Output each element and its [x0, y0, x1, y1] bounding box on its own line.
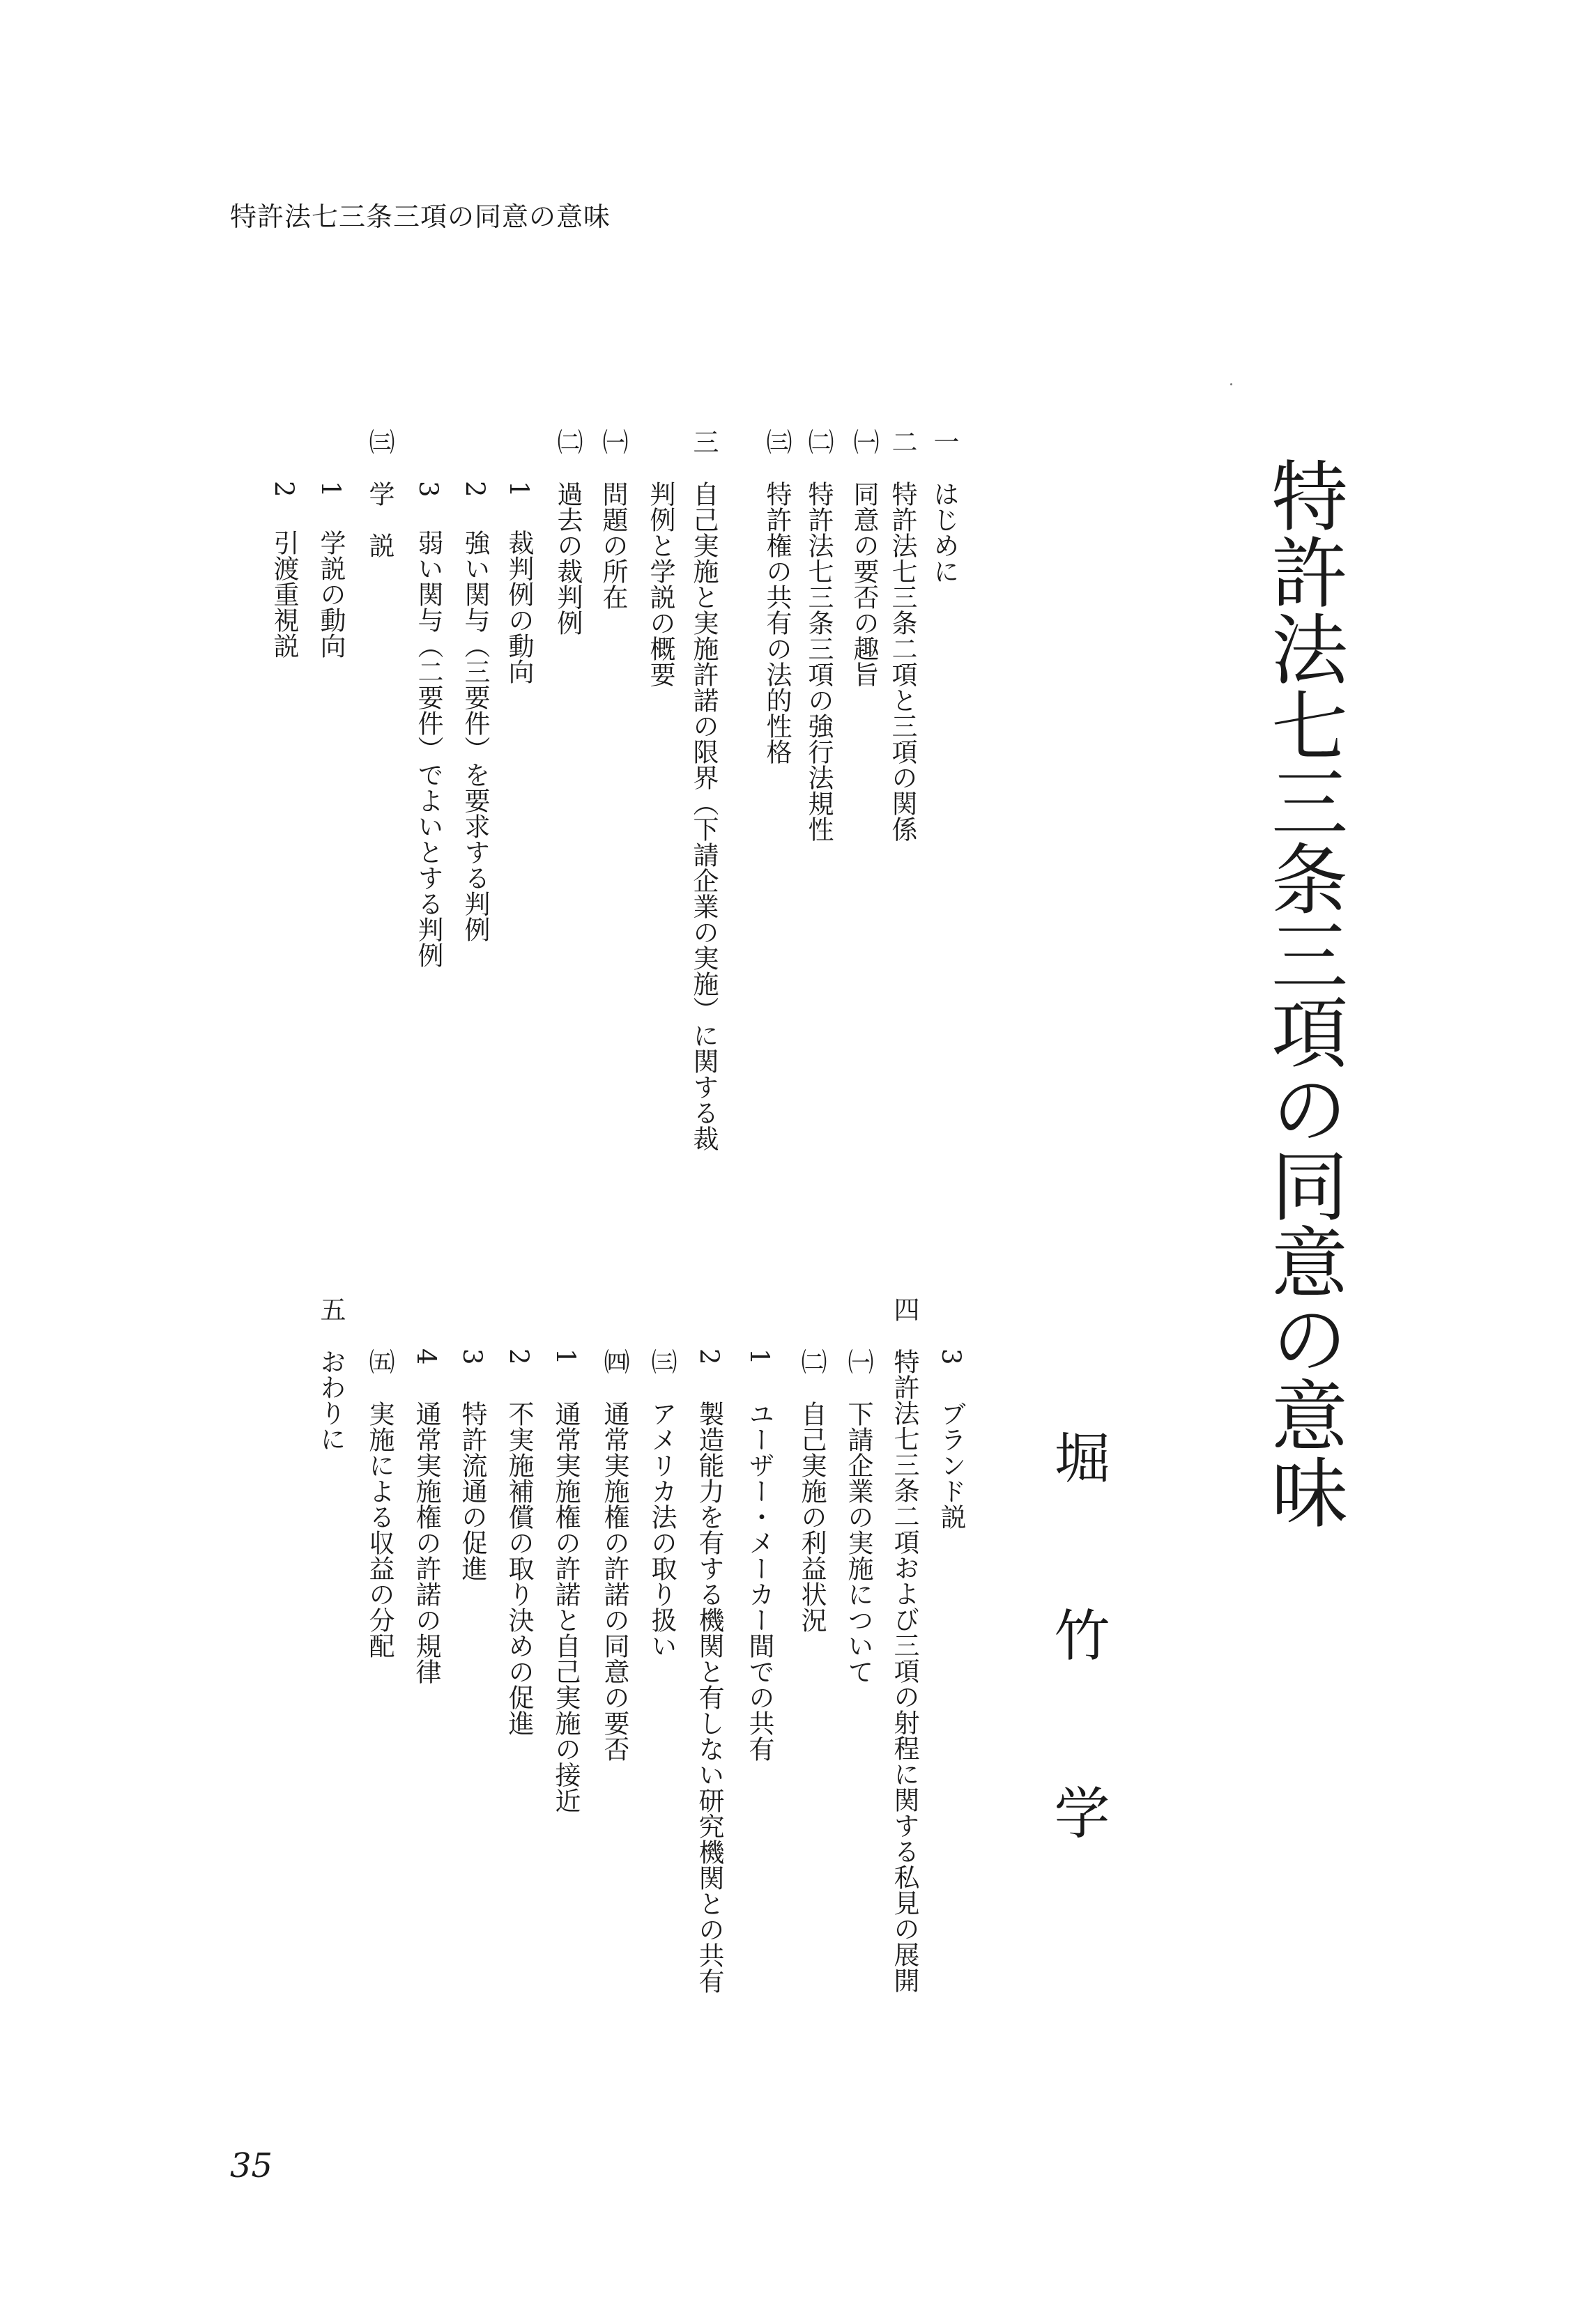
toc-marker: ㈠ — [849, 429, 879, 454]
toc-marker: 3 — [936, 1348, 966, 1365]
article-title: 特許法七三条三項の同意の意味 — [1259, 456, 1348, 1530]
toc-marker: 1 — [316, 481, 346, 498]
toc-entry: 自己実施と実施許諾の限界（下請企業の実施）に関する裁 — [689, 481, 719, 1151]
toc-entry: 不実施補償の取り決めの促進 — [504, 1401, 534, 1736]
toc-entry: 引渡重視説 — [269, 530, 299, 659]
toc-entry: はじめに — [929, 481, 959, 584]
toc-entry: 学 説 — [365, 481, 394, 558]
toc-entry: 自己実施の利益状況 — [797, 1401, 827, 1633]
toc-marker: 二 — [887, 429, 917, 454]
toc-entry: おわりに — [316, 1348, 346, 1452]
toc-entry: 弱い関与（二要件）でよいとする判例 — [413, 530, 443, 968]
toc-entry: 通常実施権の許諾の同意の要否 — [599, 1401, 629, 1762]
toc-entry: 学説の動向 — [316, 530, 346, 659]
toc-entry: 特許法七三条二項と三項の関係 — [887, 481, 917, 842]
toc-entry: 通常実施権の許諾の規律 — [411, 1401, 441, 1684]
toc-entry: 特許法七三条三項の強行法規性 — [804, 481, 834, 842]
toc-marker: 4 — [411, 1348, 441, 1365]
toc-marker: ㈤ — [365, 1348, 394, 1374]
toc-entry: 特許流通の促進 — [457, 1401, 487, 1581]
toc-entry: ユーザー・メーカー間での共有 — [744, 1401, 774, 1762]
toc-marker: 1 — [551, 1348, 581, 1365]
toc-marker: 五 — [316, 1296, 346, 1322]
speck-mark — [1230, 383, 1232, 385]
toc-marker: ㈡ — [553, 429, 583, 454]
toc-marker: ㈢ — [647, 1348, 677, 1374]
toc-marker: ㈠ — [598, 429, 628, 454]
toc-marker: 3 — [413, 481, 443, 498]
toc-marker: ㈡ — [804, 429, 834, 454]
toc-entry: ブランド説 — [936, 1401, 966, 1530]
toc-marker: 1 — [744, 1348, 774, 1365]
toc-marker: ㈢ — [762, 429, 792, 454]
toc-marker: ㈠ — [843, 1348, 873, 1374]
page-number: 35 — [230, 2146, 273, 2185]
toc-marker: ㈣ — [599, 1348, 629, 1374]
toc-marker: 三 — [689, 429, 719, 454]
toc-entry: 問題の所在 — [598, 481, 628, 610]
toc-marker: 2 — [460, 481, 490, 498]
toc-marker: 2 — [504, 1348, 534, 1365]
toc-entry: 特許権の共有の法的性格 — [762, 481, 792, 764]
toc-entry: 判例と学説の概要 — [645, 481, 675, 687]
author-name: 堀竹学 — [1045, 1429, 1110, 1962]
running-header: 特許法七三条三項の同意の意味 — [230, 201, 611, 232]
toc-marker: 2 — [694, 1348, 724, 1365]
toc-entry: アメリカ法の取り扱い — [647, 1401, 677, 1659]
toc-entry: 特許法七三条二項および三項の射程に関する私見の展開 — [889, 1348, 919, 1993]
toc-marker: 2 — [269, 481, 299, 498]
toc-entry: 同意の要否の趣旨 — [849, 481, 879, 687]
toc-marker: ㈡ — [797, 1348, 827, 1374]
toc-marker: ㈢ — [365, 429, 394, 454]
toc-marker: 1 — [504, 481, 534, 498]
toc-entry: 製造能力を有する機関と有しない研究機関との共有 — [694, 1401, 724, 1994]
toc-marker: 四 — [889, 1296, 919, 1322]
toc-entry: 下請企業の実施について — [843, 1401, 873, 1684]
toc-entry: 実施による収益の分配 — [365, 1401, 394, 1659]
toc-entry: 強い関与（三要件）を要求する判例 — [460, 530, 490, 942]
toc-entry: 過去の裁判例 — [553, 481, 583, 636]
toc-entry: 裁判例の動向 — [504, 530, 534, 684]
toc-marker: 一 — [929, 429, 959, 454]
toc-entry: 通常実施権の許諾と自己実施の接近 — [551, 1401, 581, 1813]
toc-marker: 3 — [457, 1348, 487, 1365]
